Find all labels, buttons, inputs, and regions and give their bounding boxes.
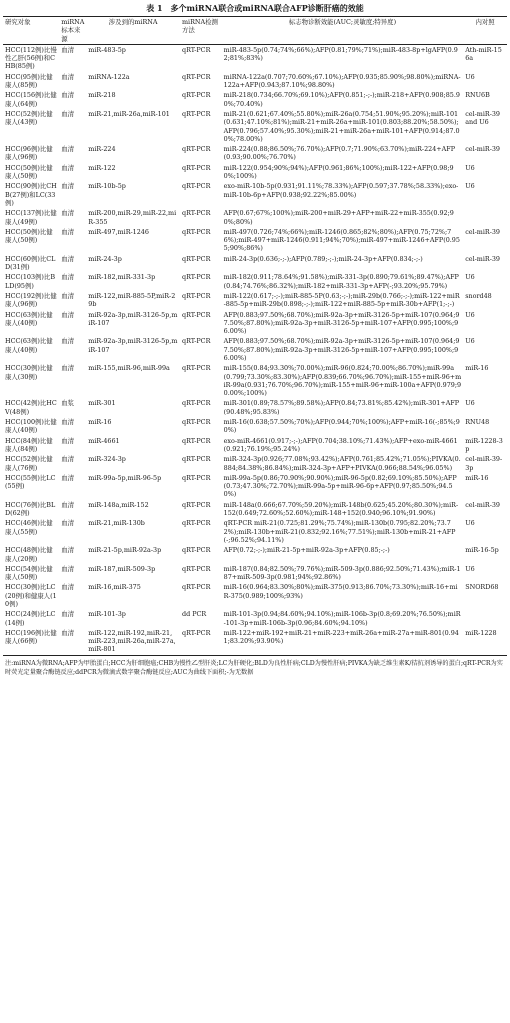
cell-ref: cel-miR-39 <box>465 254 500 263</box>
cell-efficacy: qRT-PCR miR-21(0.725;81.29%;75.74%);miR-130b(0.795;82.20%;73.72%);miR-130b+miR-21(0.832;92.16%;77.51%);miR-130b+miR-21+AFP(-;96.52%;94.11%) <box>223 519 456 544</box>
table-row <box>3 500 507 519</box>
cell-sample: 血清 <box>61 583 74 592</box>
header-row <box>3 17 507 45</box>
cell-ref: U6 <box>465 519 475 528</box>
table-footnote: 注:miRNA为微RNA;AFP为甲胎蛋白;HCC为肝细胞癌;CHB为慢性乙型肝炎;LC为肝硬化;BLD为良性肝病;CLD为慢性肝病;PIVKA为缺乏维生素K/拮抗剂诱导的蛋白;qRT-PCR为实时荧光定量聚合酶链反应;ddPCR为微滴式数字聚合酶链反应;AUC为曲线下面积;-为无数据 <box>5 660 503 676</box>
table-row <box>3 564 507 583</box>
cell-method: qRT-PCR <box>182 163 211 172</box>
cell-ref: cel-miR-39-3p <box>465 455 503 472</box>
table-row <box>3 291 507 310</box>
cell-sample: 血清 <box>61 337 74 346</box>
cell-method: qRT-PCR <box>182 455 211 464</box>
cell-ref: miR-16 <box>465 473 489 482</box>
cell-ref: snord48 <box>465 291 492 300</box>
cell-target: HCC(42例)比HCV(48例) <box>5 399 57 416</box>
cell-mirna: miR-21,miR-26a,miR-101 <box>88 109 170 118</box>
table-row <box>3 227 507 254</box>
cell-ref: U6 <box>465 163 475 172</box>
cell-method: qRT-PCR <box>182 91 211 100</box>
table-row <box>3 163 507 182</box>
cell-mirna: miR-16,miR-375 <box>88 583 141 592</box>
cell-efficacy: exo-miR-4661(0.917;-;-);AFP(0.704;38.10%;71.43%);AFP+exo-miR-4661(0.921;76.19%;95.24%) <box>223 436 458 453</box>
cell-efficacy: miR-122(0.617;-;-);miR-885-5P(0.63;-;-);miR-29b(0.766;-;-);miR-122+miR-885-5p+miR-29b(0.898;-;-);miR-122+miR-885-5p+miR-30b+AFP(1;-;-) <box>223 291 460 309</box>
table-number: 表 1 <box>146 3 163 13</box>
cell-ref: miR-16-5p <box>465 546 499 555</box>
cell-mirna: miR-92a-3p,miR-3126-5p,miR-107 <box>88 310 178 327</box>
cell-method: qRT-PCR <box>182 310 211 319</box>
cell-mirna: miR-21,miR-130b <box>88 519 145 528</box>
cell-target: HCC(30例)比LC(20例)和健康人(10例) <box>5 583 57 608</box>
cell-efficacy: miR-301(0.89;78.57%;89.58%);AFP(0.84;73.81%;85.42%);miR-301+AFP(90.48%;95.83%) <box>223 399 460 416</box>
table-row <box>3 44 507 71</box>
cell-sample: 血清 <box>61 500 74 509</box>
table-row <box>3 310 507 337</box>
cell-target: HCC(50例)比健康人(50例) <box>5 227 53 245</box>
table-title <box>0 3 510 14</box>
cell-efficacy: miR-16(0.964;83.30%;80%);miR-375(0.913;86.70%;73.30%);miR-16+miR-375(0.989;100%;93%) <box>223 583 458 600</box>
table-row <box>3 363 507 398</box>
cell-ref: U6 <box>465 399 475 408</box>
cell-target: HCC(46例)比健康人(55例) <box>5 519 53 536</box>
cell-method: dd PCR <box>182 610 207 619</box>
cell-ref: miR-1228 <box>465 628 497 637</box>
cell-method: qRT-PCR <box>182 418 211 427</box>
cell-efficacy: miR-218(0.734;66.70%;69.10%);AFP(0.851;-;-);miR-218+AFP(0.908;85.90%;70.40%) <box>223 91 460 108</box>
cell-efficacy: miR-324-3p(0.926;77.08%;93.42%);AFP(0.761;85.42%;71.05%);PIVKA(0.884;84.38%;86.84%);miR-324-3p+AFP+PIVKA(0.966;88.54%;96.05%) <box>223 455 461 472</box>
cell-method: qRT-PCR <box>182 291 211 300</box>
cell-method: qRT-PCR <box>182 209 211 218</box>
table-row <box>3 109 507 144</box>
cell-sample: 血清 <box>61 145 74 154</box>
cell-target: HCC(103例)比BLD(95例) <box>5 273 56 290</box>
cell-sample: 血清 <box>61 473 74 482</box>
header-efficacy: 标志物诊断效能(AUC;灵敏度;特异度) <box>288 18 397 26</box>
cell-sample: 血清 <box>61 109 74 118</box>
cell-efficacy: miR-155(0.84;93.30%;70.00%);miR-96(0.824;70.00%;86.70%);miR-99a(0.799;73.30%;83.30%);AFP(0.839;66.70%;96.70%);miR-155+miR-96+miR-99a(0.931;76.70%;96.70%);miR-155+miR-96+miR-100a+AFP(0.979;90.00%;100%) <box>223 364 462 398</box>
cell-method: qRT-PCR <box>182 145 211 154</box>
cell-mirna: miR-122 <box>88 163 116 172</box>
cell-sample: 血清 <box>61 628 74 637</box>
cell-mirna: miR-101-3p <box>88 610 126 619</box>
table-row <box>3 208 507 227</box>
table-body <box>3 44 507 655</box>
cell-ref <box>463 609 507 628</box>
cell-mirna: miRNA-122a <box>88 72 130 81</box>
cell-target: HCC(60例)比CLD(31例) <box>5 254 56 272</box>
cell-ref: Ath-miR-156a <box>465 45 502 63</box>
cell-target: HCC(76例)比BLD(62例) <box>5 500 56 518</box>
cell-target: HCC(196例)比健康人(66例) <box>5 628 57 646</box>
cell-method: qRT-PCR <box>182 227 211 236</box>
cell-sample: 血清 <box>61 564 74 573</box>
table-header <box>3 17 507 45</box>
cell-target: HCC(192例)比健康人(96例) <box>5 291 57 309</box>
cell-mirna: miR-24-3p <box>88 254 122 263</box>
cell-target: HCC(52例)比健康人(76例) <box>5 455 53 472</box>
cell-efficacy: miR-224(0.88;86.50%;76.70%);AFP(0.7;71.90%;63.70%);miR-224+AFP(0.93;90.00%;76.70%) <box>223 145 455 162</box>
table-row <box>3 336 507 363</box>
cell-efficacy: miR-122(0.954;90%;94%);AFP(0.961;86%;100%);miR-122+AFP(0.98;90%;100%) <box>223 163 454 181</box>
cell-ref: U6 <box>465 182 475 191</box>
cell-target: HCC(90例)比CHB(27例)和LC(33例) <box>5 182 57 207</box>
efficacy-table <box>3 16 507 656</box>
cell-mirna: miR-301 <box>88 399 116 408</box>
cell-efficacy: miR-21(0.621;67.40%;55.80%);miR-26a(0.754;51.90%;95.20%);miR-101(0.631;47.10%;81%);miR-21+miR-26a+miR-101(0.803;88.20%;58.50%);AFP(0.796;57.40%;95.30%);miR-21+miR-26a+miR-101+AFP(0.914;87.00%;78.00%) <box>223 109 460 143</box>
cell-efficacy: AFP(0.883;97.50%;68.70%);miR-92a-3p+miR-3126-5p+miR-107(0.964;97.50%;87.80%);miR-92a-3p+miR-3126-5p+miR-107+AFP(0.995;100%;96.00%) <box>223 310 460 336</box>
cell-efficacy: miR-187(0.84;82.50%;79.76%);miR-509-3p(0.886;92.50%;71.43%);miR-187+miR-509-3p(0.981;94%;92.86%) <box>223 564 461 582</box>
header-mirna: 涉及到的miRNA <box>108 18 158 26</box>
cell-efficacy: miR-99a-5p(0.86;70.90%;90.90%);miR-96-5p(0.82;69.10%;85.50%);AFP(0.73;47.30%;72.70%);miR-99a-5p+miR-96-6p+AFP(0.97;85.50%;94.50%) <box>223 473 457 499</box>
table-row <box>3 272 507 291</box>
cell-ref: U6 <box>465 310 475 319</box>
cell-target: HCC(63例)比健康人(40例) <box>5 310 53 327</box>
cell-sample: 血清 <box>61 418 74 427</box>
cell-sample: 血清 <box>61 209 74 218</box>
cell-ref <box>463 208 507 227</box>
cell-sample: 血清 <box>61 182 74 191</box>
cell-method: qRT-PCR <box>182 628 211 637</box>
cell-efficacy: miR-16(0.638;57.50%;70%);AFP(0.944;70%;100%);AFP+miR-16(-;85%;90%) <box>223 418 460 435</box>
cell-efficacy: miR-101-3p(0.94;84.60%;94.10%);miR-106b-3p(0.8;69.20%;76.50%);miR-101-3p+miR-106b-3p(0.96;84.60%;94.10%) <box>223 610 461 627</box>
cell-sample: 血清 <box>61 455 74 464</box>
cell-target: HCC(156例)比健康人(64例) <box>5 91 57 108</box>
header-target: 研究对象 <box>5 18 31 26</box>
cell-sample: 血清 <box>61 519 74 528</box>
cell-mirna: miR-10b-5p <box>88 182 126 191</box>
cell-efficacy: miR-122+miR-192+miR-21+miR-223+miR-26a+miR-27a+miR-801(0.941;83.20%;93.90%) <box>223 628 459 646</box>
cell-sample: 血清 <box>61 436 74 445</box>
cell-target: HCC(24例)比LC(14例) <box>5 610 56 627</box>
cell-ref: U6 <box>465 337 475 346</box>
table-row <box>3 144 507 163</box>
cell-mirna: miR-497,miR-1246 <box>88 227 149 236</box>
cell-target: HCC(96例)比健康人(96例) <box>5 145 53 162</box>
cell-target: HCC(48例)比健康人(20例) <box>5 546 53 563</box>
cell-sample: 血清 <box>61 254 74 263</box>
cell-sample: 血清 <box>61 227 74 236</box>
cell-target: HCC(50例)比健康人(50例) <box>5 163 53 181</box>
cell-mirna: miR-218 <box>88 91 116 100</box>
cell-target: HCC(84例)比健康人(84例) <box>5 436 53 453</box>
cell-sample: 血清 <box>61 273 74 282</box>
cell-method: qRT-PCR <box>182 45 211 54</box>
cell-mirna: miR-4661 <box>88 436 120 445</box>
cell-mirna: miR-200,miR-29,miR-22,miR-355 <box>88 209 177 226</box>
cell-efficacy: miR-182(0.911;78.64%;91.58%);miR-331-3p(0.890;79.61%;89.47%);AFP(0.84;74.76%;86.32%);miR-182+miR-331-3p+AFP(-;93.20%;95.79%) <box>223 273 459 290</box>
cell-sample: 血浆 <box>61 399 74 408</box>
cell-sample: 血清 <box>61 610 74 619</box>
cell-mirna: miR-182,miR-331-3p <box>88 273 156 282</box>
table-row <box>3 518 507 545</box>
cell-efficacy: miR-24-3p(0.636;-;-);AFP(0.789;-;-);miR-24-3p+AFP(0.834;-;-) <box>223 254 423 263</box>
cell-method: qRT-PCR <box>182 72 211 81</box>
cell-ref: cel-miR-39 and U6 <box>465 109 500 127</box>
cell-efficacy: AFP(0.883;97.50%;68.70%);miR-92a-3p+miR-3126-5p+miR-107(0.964;97.50%;87.80%);miR-92a-3p+miR-3126-5p+miR-107+AFP(0.995;100%;96.00%) <box>223 337 460 362</box>
header-method: miRNA检测 方法 <box>182 18 218 35</box>
cell-mirna: miR-224 <box>88 145 116 154</box>
table-row <box>3 609 507 628</box>
cell-ref: miR-1228-3p <box>465 436 503 453</box>
cell-mirna: miR-148a,miR-152 <box>88 500 149 509</box>
cell-mirna: miR-122,miR-885-5P,miR-29b <box>88 291 176 309</box>
header-sample: miRNA 标本来源 <box>61 18 85 43</box>
cell-method: qRT-PCR <box>182 399 211 408</box>
cell-method: qRT-PCR <box>182 254 211 263</box>
table-row <box>3 582 507 609</box>
cell-mirna: miR-324-3p <box>88 455 126 464</box>
cell-target: HCC(52例)比健康人(43例) <box>5 109 53 127</box>
table-title-text: 多个miRNA联合或miRNA联合AFP诊断肝癌的效能 <box>170 3 364 13</box>
cell-ref: miR-16 <box>465 364 489 373</box>
cell-mirna: miR-122,miR-192,miR-21,miR-223,miR-26a,miR-27a,miR-801 <box>88 628 176 654</box>
cell-mirna: miR-187,miR-509-3p <box>88 564 156 573</box>
table-row <box>3 181 507 208</box>
cell-efficacy: miR-483-5p(0.74;74%;66%);AFP(0.81;79%;71%);miR-483-8p+lgAFP(0.92;81%;83%) <box>223 45 458 63</box>
table-row <box>3 398 507 417</box>
cell-target: HCC(30例)比健康人(30例) <box>5 364 53 381</box>
cell-method: qRT-PCR <box>182 273 211 282</box>
cell-target: HCC(137例)比健康人(49例) <box>5 209 57 226</box>
table-row <box>3 628 507 655</box>
cell-ref: U6 <box>465 273 475 282</box>
cell-method: qRT-PCR <box>182 583 211 592</box>
cell-ref: RNU6B <box>465 91 490 100</box>
cell-ref: cel-miR-39 <box>465 145 500 154</box>
table-row <box>3 417 507 436</box>
cell-efficacy: miR-148a(0.666;67.70%;59.20%);miR-148b(0.625;45.20%;80.30%);miR-152(0.649;72.60%;52.60%);miR-148+152(0.940;96.10%;91.90%) <box>223 500 459 518</box>
cell-target: HCC(112例)比慢性乙肝(56例)和CHB(85例) <box>5 45 57 71</box>
cell-method: qRT-PCR <box>182 109 211 118</box>
cell-mirna: miR-16 <box>88 418 112 427</box>
cell-ref: RNU48 <box>465 418 490 427</box>
table-row <box>3 90 507 109</box>
cell-ref: SNORD68 <box>465 583 499 592</box>
cell-method: qRT-PCR <box>182 436 211 445</box>
cell-target: HCC(63例)比健康人(40例) <box>5 337 53 354</box>
cell-mirna: miR-92a-3p,miR-3126-5p,miR-107 <box>88 337 178 354</box>
cell-mirna: miR-483-5p <box>88 45 126 54</box>
cell-sample: 血清 <box>61 45 74 54</box>
cell-target: HCC(95例)比健康人(85例) <box>5 72 53 90</box>
cell-target: HCC(55例)比LC(55例) <box>5 473 56 491</box>
cell-sample: 血清 <box>61 364 74 373</box>
table-row <box>3 454 507 473</box>
table-row <box>3 254 507 273</box>
cell-mirna: miR-21-5p,miR-92a-3p <box>88 546 162 555</box>
cell-ref: U6 <box>465 564 475 573</box>
cell-sample: 血清 <box>61 310 74 319</box>
cell-sample: 血清 <box>61 91 74 100</box>
cell-ref: U6 <box>465 72 475 81</box>
cell-mirna: miR-99a-5p,miR-96-5p <box>88 473 162 482</box>
cell-target: HCC(100例)比健康人(40例) <box>5 418 57 435</box>
cell-efficacy: miR-497(0.726;74%;66%);miR-1246(0.865;82%;80%);AFP(0.75;72%;76%);miR-497+miR-1246(0.911;94%;70%);miR-497+miR-1246+AFP(0.955;90%;86%) <box>223 227 460 253</box>
cell-method: qRT-PCR <box>182 337 211 346</box>
cell-efficacy: AFP(0.72;-;-);miR-21-5p+miR-92a-3p+AFP(0.85;-;-) <box>223 546 390 555</box>
cell-target: HCC(54例)比健康人(50例) <box>5 564 53 582</box>
table-row <box>3 545 507 564</box>
cell-method: qRT-PCR <box>182 546 211 555</box>
table-row <box>3 72 507 91</box>
table-row <box>3 473 507 500</box>
cell-efficacy: AFP(0.67;67%;100%);miR-200+miR-29+AFP+miR-22+miR-355(0.92;90%;80%) <box>223 209 454 226</box>
cell-efficacy: miRNA-122a(0.707;70.60%;67.10%);AFP(0.935;85.90%;98.80%);miRNA-122a+AFP(0.943;87.10%;98.80%) <box>223 72 461 90</box>
header-ref: 内对照 <box>475 18 495 26</box>
cell-sample: 血清 <box>61 546 74 555</box>
cell-sample: 血清 <box>61 163 74 172</box>
cell-sample: 血清 <box>61 291 74 300</box>
cell-mirna: miR-155,miR-96,miR-99a <box>88 364 170 373</box>
cell-method: qRT-PCR <box>182 473 211 482</box>
cell-method: qRT-PCR <box>182 182 211 191</box>
cell-sample: 血清 <box>61 72 74 81</box>
cell-method: qRT-PCR <box>182 519 211 528</box>
cell-efficacy: exo-miR-10b-5p(0.931;91.11%;78.33%);AFP(0.597;37.78%;58.33%);exo-miR-10b-6p+AFP(0.938;92.22%;85.00%) <box>223 182 459 199</box>
cell-method: qRT-PCR <box>182 564 211 573</box>
table-row <box>3 436 507 455</box>
cell-method: qRT-PCR <box>182 364 211 373</box>
cell-method: qRT-PCR <box>182 500 211 509</box>
cell-ref: cel-miR-39 <box>465 500 500 509</box>
cell-ref: cel-miR-39 <box>465 227 500 236</box>
